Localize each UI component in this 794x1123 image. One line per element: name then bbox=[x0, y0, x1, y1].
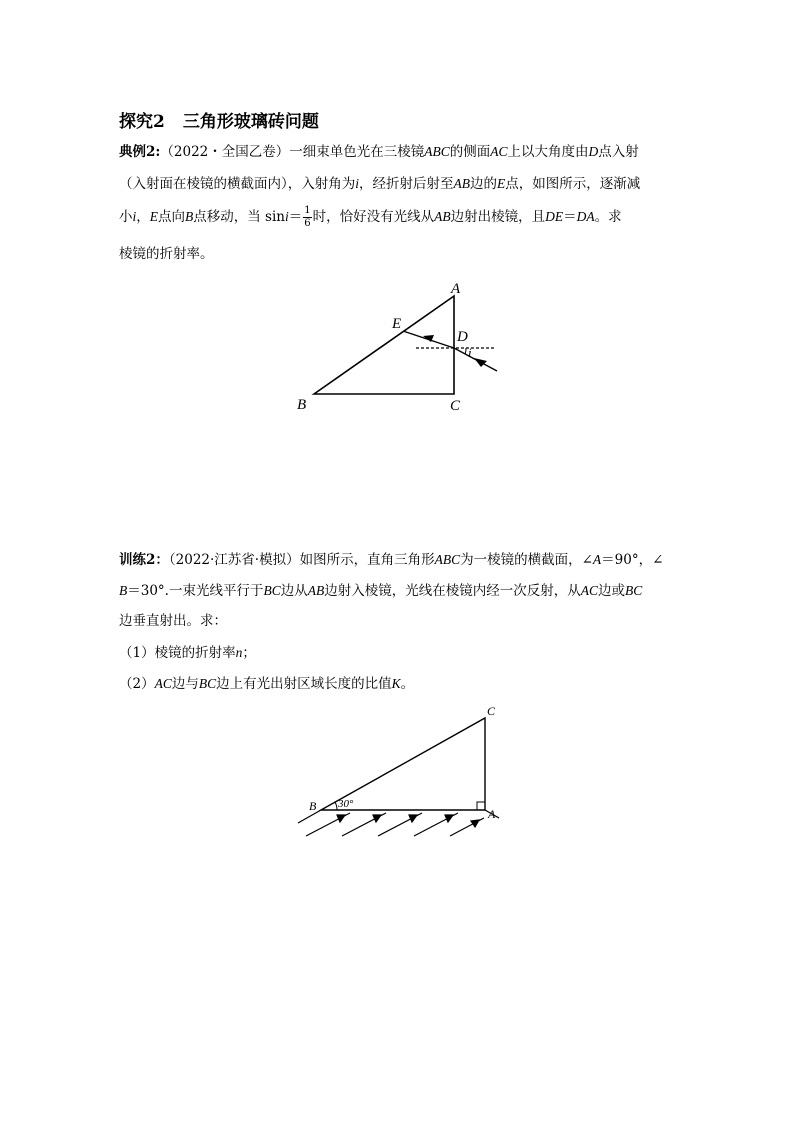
angle-arc-30 bbox=[335, 802, 337, 810]
ray-arrow-1-icon bbox=[337, 815, 345, 822]
ray-arrow-3-icon bbox=[409, 815, 417, 822]
example-line-4: 棱镜的折射率。 bbox=[119, 246, 214, 262]
example-line-3: 小i，E点向B点移动，当 sini＝ $\frac{1}{6}$ 时，恰好没有光线从AB边射出棱镜，且DE＝DA。求 bbox=[119, 205, 622, 229]
label-angle-30: 30° bbox=[338, 798, 354, 810]
question-1: （1）棱镜的折射率n； bbox=[119, 645, 256, 661]
label-d: D bbox=[457, 329, 468, 345]
parallel-rays bbox=[306, 813, 484, 836]
example-line-1: 典例2:（2022・全国乙卷）一细束单色光在三棱镜ABC的侧面AC上以大角度由D点入射 bbox=[119, 144, 639, 160]
label-i: i bbox=[468, 345, 472, 360]
training-label: 训练2： bbox=[119, 552, 169, 568]
sin-fraction: $\frac{1}{6}$ bbox=[304, 205, 311, 229]
ray-arrow-5-icon bbox=[471, 820, 479, 827]
training-line-2: B＝30°.一束光线平行于BC边从AB边射入棱镜，光线在棱镜内经一次反射，从AC边或BC bbox=[119, 583, 643, 599]
question-2: （2）AC边与BC边上有光出射区域长度的比值K。 bbox=[119, 676, 415, 692]
label-c: C bbox=[450, 398, 461, 414]
label-a: A bbox=[451, 281, 461, 297]
training-line-3: 边垂直射出。求： bbox=[119, 613, 227, 629]
label-a-2: A bbox=[488, 807, 496, 821]
ray-arrow-4-icon bbox=[445, 815, 453, 822]
label-c-2: C bbox=[487, 704, 496, 718]
label-b-2: B bbox=[309, 799, 317, 813]
triangle-abc-2 bbox=[321, 718, 485, 810]
section-title: 三角形玻璃砖问题 bbox=[182, 112, 319, 132]
label-b: B bbox=[297, 397, 307, 413]
ray-arrow-2-icon bbox=[373, 815, 381, 822]
training-line-1: 训练2：（2022·江苏省·模拟）如图所示，直角三角形ABC为一棱镜的横截面，∠A＝90°，∠ bbox=[119, 552, 664, 568]
section-number: 探究2 bbox=[119, 112, 165, 132]
right-angle-marker bbox=[477, 802, 485, 810]
label-e: E bbox=[392, 316, 402, 332]
example-line-2: （入射面在棱镜的横截面内），入射角为i，经折射后射至AB边的E点，如图所示，逐渐减 bbox=[119, 176, 641, 192]
example-label: 典例2: bbox=[119, 144, 161, 160]
